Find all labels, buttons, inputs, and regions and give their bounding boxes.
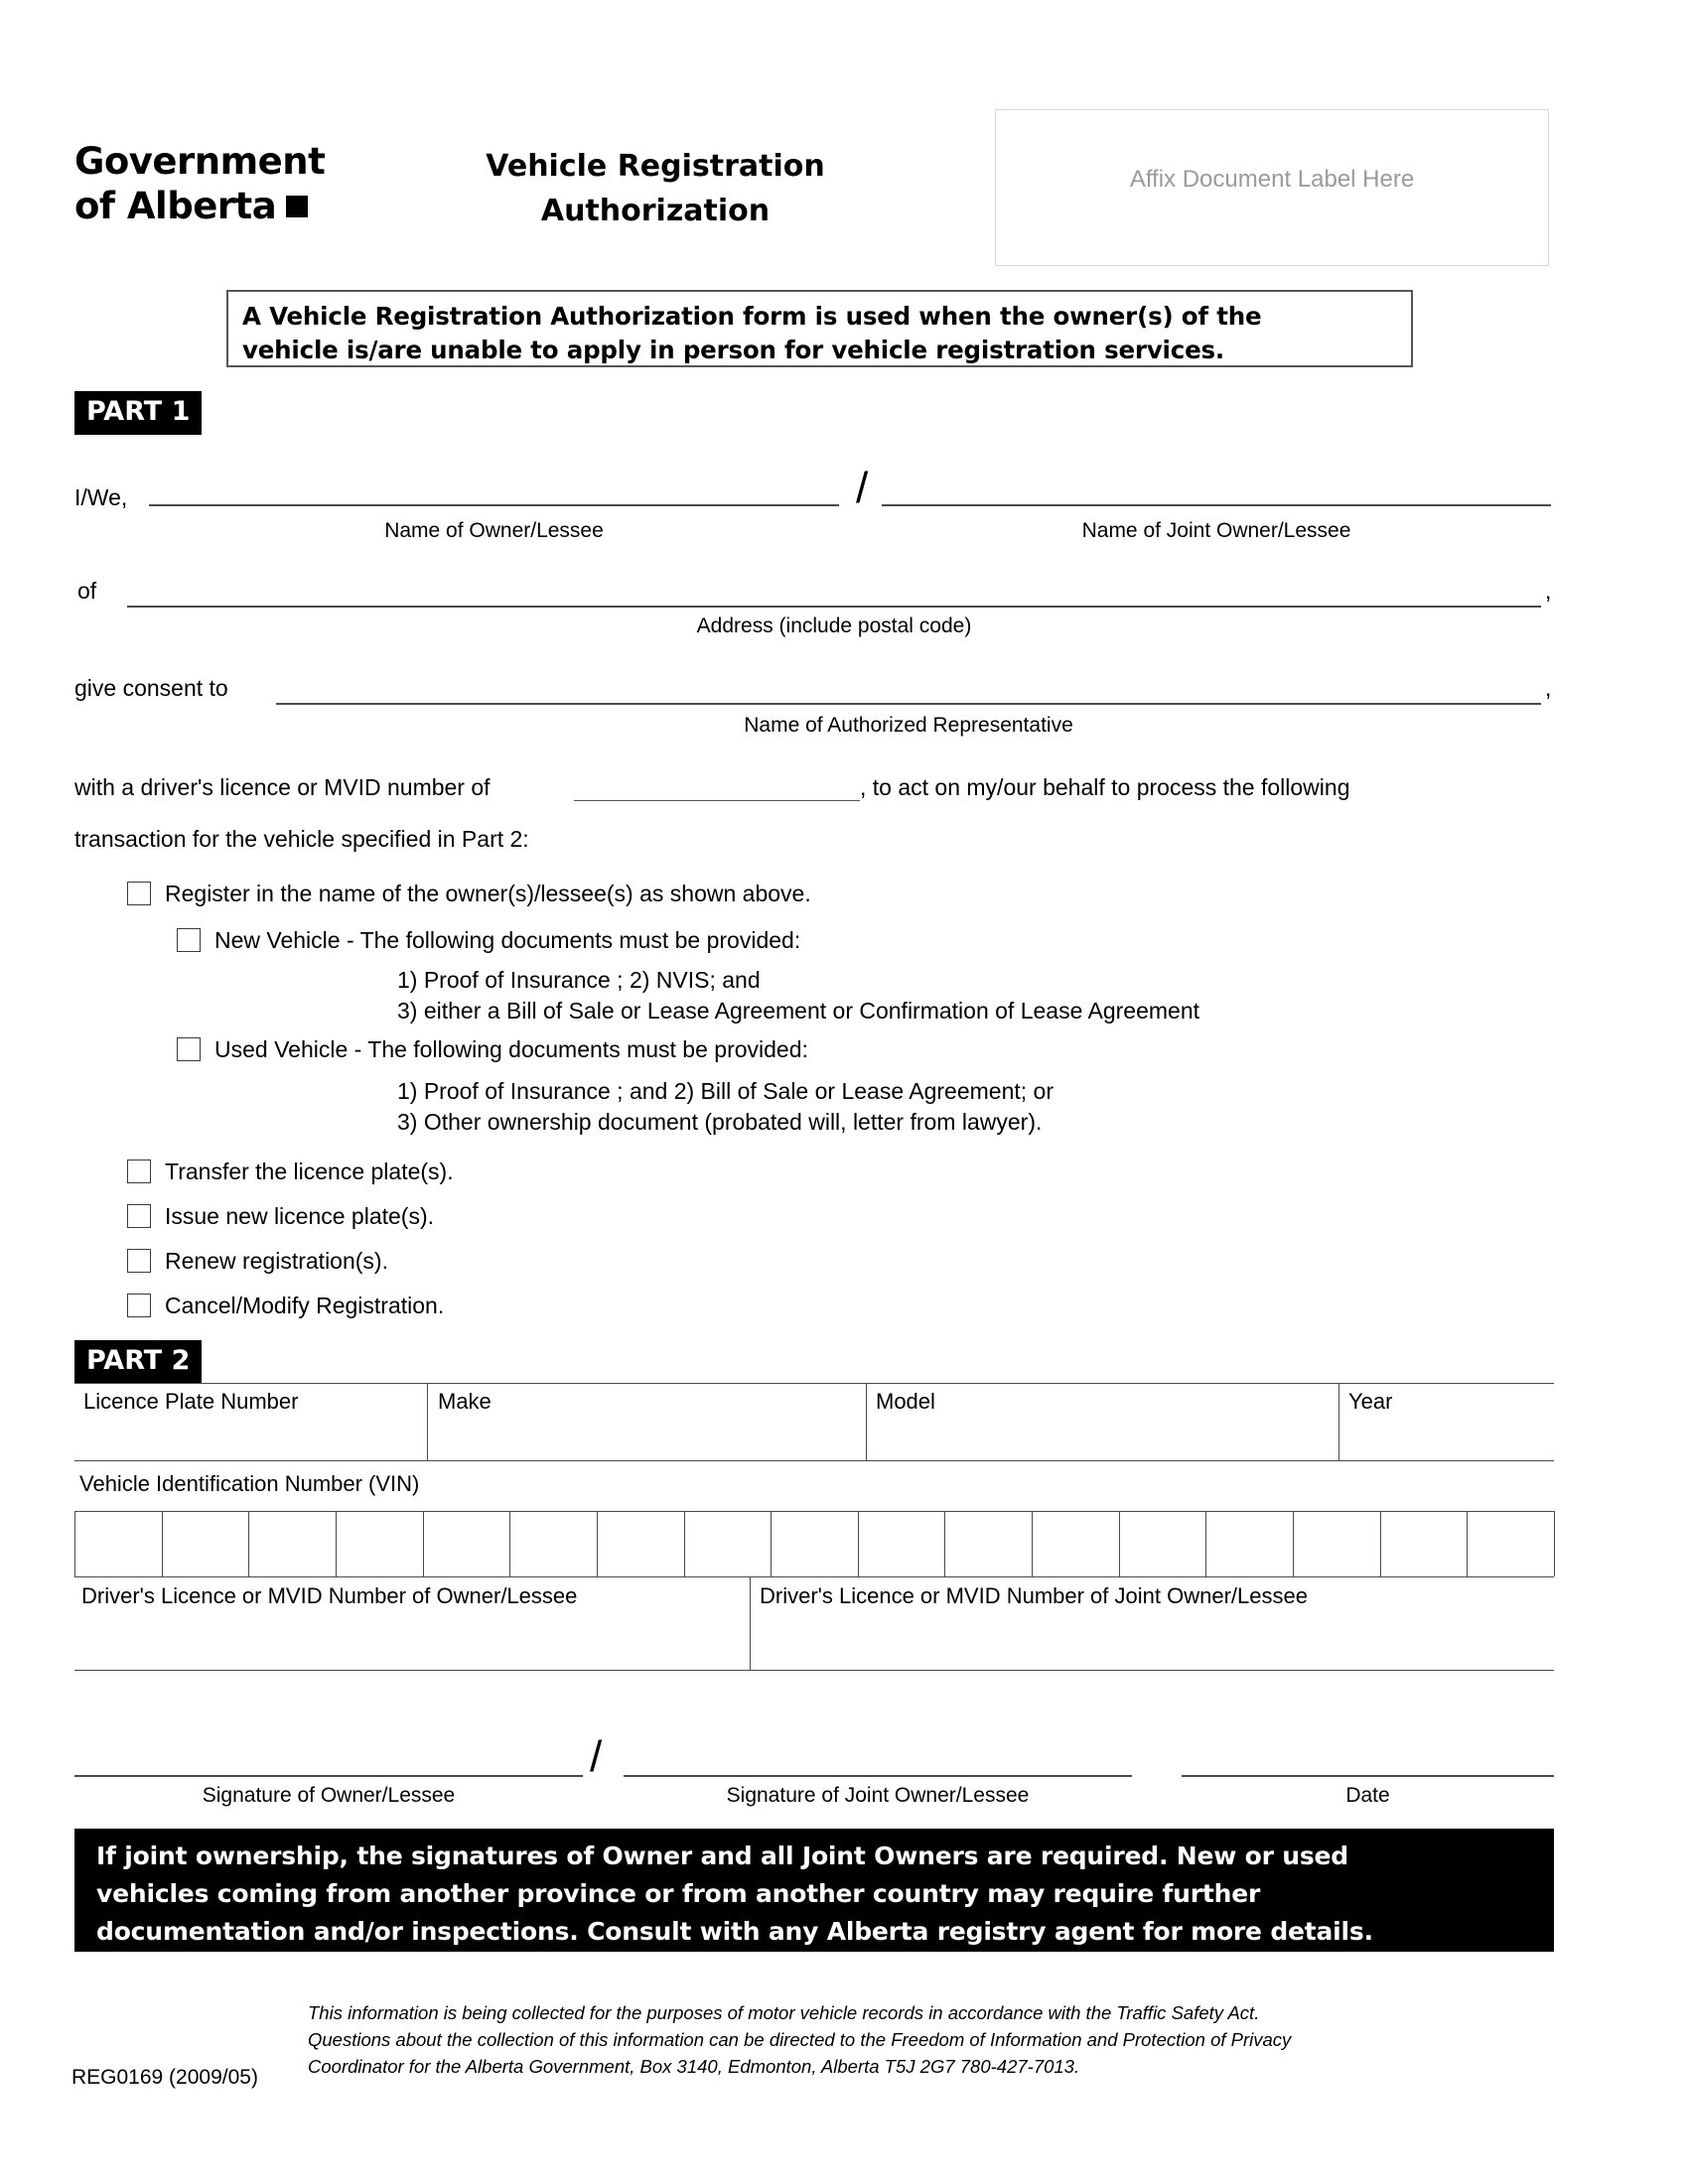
checkbox-cancel-modify[interactable] <box>127 1294 151 1317</box>
vehicle-table-divider-3 <box>1338 1383 1339 1460</box>
checkbox-row-issue-plate[interactable] <box>127 1201 434 1231</box>
checkbox-register[interactable] <box>127 882 151 905</box>
affix-document-label-box <box>995 109 1549 266</box>
licence-sentence-prefix: with a driver's licence or MVID number of <box>74 774 491 800</box>
representative-licence-input[interactable] <box>574 800 860 801</box>
vin-cell-divider[interactable] <box>858 1511 859 1576</box>
iwe-label: I/We, <box>74 484 128 510</box>
checkbox-row-used-vehicle[interactable] <box>177 1034 808 1064</box>
vehicle-table-divider-1 <box>427 1383 428 1460</box>
licence-owner-label: Driver's Licence or MVID Number of Owner/Lessee <box>81 1583 578 1608</box>
footer-legal-notice <box>308 1999 1420 2080</box>
checkbox-new-vehicle[interactable] <box>177 928 201 952</box>
government-of-alberta-logo <box>74 139 325 228</box>
address-caption: Address (include postal code) <box>696 614 972 637</box>
new-vehicle-doc-line2: 3) either a Bill of Sale or Lease Agreement or Confirmation of Lease Agreement <box>397 998 1200 1024</box>
vin-cell-divider[interactable] <box>1467 1511 1468 1576</box>
vehicle-table-divider-2 <box>866 1383 867 1460</box>
name-separator-slash: / <box>856 464 869 512</box>
vehicle-table-bottom-border <box>74 1460 1554 1461</box>
vin-cell-divider[interactable] <box>1032 1511 1033 1576</box>
vin-cell-divider[interactable] <box>684 1511 685 1576</box>
vin-cell-divider[interactable] <box>423 1511 424 1576</box>
licence-row-bottom-border <box>74 1670 1554 1671</box>
checkbox-renew-registration[interactable] <box>127 1249 151 1273</box>
authorized-representative-caption: Name of Authorized Representative <box>744 714 1073 737</box>
alberta-square-mark-icon <box>286 196 308 217</box>
address-trailing-comma: , <box>1545 578 1552 604</box>
part-2-badge: PART 2 <box>74 1340 202 1384</box>
footer-legal-line2: Questions about the collection of this information can be directed to the Freedom of Information and Protection of Privacy <box>308 2029 1292 2050</box>
vin-cell-divider[interactable] <box>509 1511 510 1576</box>
page-title <box>397 144 914 233</box>
affix-label-text: Affix Document Label Here <box>1129 166 1415 193</box>
intro-line2: vehicle is/are unable to apply in person for vehicle registration services. <box>242 336 1224 364</box>
used-vehicle-doc-line1: 1) Proof of Insurance ; and 2) Bill of Sale or Lease Agreement; or <box>397 1078 1054 1104</box>
name-owner-input[interactable] <box>149 504 839 506</box>
warning-line3: documentation and/or inspections. Consult with any Alberta registry agent for more details. <box>96 1917 1373 1946</box>
vin-cell-divider[interactable] <box>1205 1511 1206 1576</box>
consent-trailing-comma: , <box>1545 675 1552 701</box>
checkbox-used-vehicle-label: Used Vehicle - The following documents must be provided: <box>214 1036 808 1062</box>
vin-cell-divider[interactable] <box>74 1511 75 1576</box>
checkbox-issue-plate[interactable] <box>127 1204 151 1228</box>
vin-cell-divider[interactable] <box>771 1511 772 1576</box>
vin-grid-bottom-border <box>74 1576 1554 1577</box>
vin-cell-divider[interactable] <box>248 1511 249 1576</box>
new-vehicle-doc-line1: 1) Proof of Insurance ; 2) NVIS; and <box>397 967 761 993</box>
checkbox-issue-plate-label: Issue new licence plate(s). <box>165 1203 435 1229</box>
form-title-line1: Vehicle Registration <box>486 149 825 184</box>
checkbox-transfer-plate[interactable] <box>127 1160 151 1183</box>
checkbox-row-transfer-plate[interactable] <box>127 1157 454 1186</box>
signature-date-caption: Date <box>1345 1784 1390 1807</box>
vin-cell-divider[interactable] <box>944 1511 945 1576</box>
name-owner-caption: Name of Owner/Lessee <box>384 519 604 542</box>
column-header-make: Make <box>438 1389 492 1414</box>
intro-statement-box <box>226 290 1413 367</box>
warning-banner <box>74 1829 1554 1952</box>
authorized-representative-input[interactable] <box>276 703 1541 705</box>
vin-grid-top-border <box>74 1511 1554 1512</box>
checkbox-row-cancel-modify[interactable] <box>127 1291 444 1320</box>
vin-cell-divider[interactable] <box>1293 1511 1294 1576</box>
form-title-line2: Authorization <box>540 194 771 228</box>
signature-joint-owner-input[interactable] <box>624 1775 1132 1777</box>
column-header-year: Year <box>1348 1389 1393 1414</box>
used-vehicle-documents <box>397 1076 1054 1138</box>
vin-cell-divider[interactable] <box>1119 1511 1120 1576</box>
vin-cell-divider[interactable] <box>336 1511 337 1576</box>
licence-row-divider <box>750 1576 751 1670</box>
checkbox-used-vehicle[interactable] <box>177 1037 201 1061</box>
new-vehicle-documents <box>397 965 1199 1026</box>
vehicle-table-top-border <box>74 1383 1554 1384</box>
transaction-sentence: transaction for the vehicle specified in Part 2: <box>74 826 529 852</box>
checkbox-row-new-vehicle[interactable] <box>177 925 800 955</box>
vin-cell-divider[interactable] <box>1554 1511 1555 1576</box>
warning-line2: vehicles coming from another province or from another country may require further <box>96 1879 1261 1908</box>
checkbox-cancel-modify-label: Cancel/Modify Registration. <box>165 1293 445 1318</box>
checkbox-transfer-plate-label: Transfer the licence plate(s). <box>165 1159 454 1184</box>
signature-date-input[interactable] <box>1182 1775 1554 1777</box>
column-header-licence-plate: Licence Plate Number <box>83 1389 299 1414</box>
signature-owner-caption: Signature of Owner/Lessee <box>202 1784 456 1807</box>
name-joint-owner-caption: Name of Joint Owner/Lessee <box>1081 519 1351 542</box>
licence-joint-owner-label: Driver's Licence or MVID Number of Joint Owner/Lessee <box>760 1583 1308 1608</box>
footer-legal-line3: Coordinator for the Alberta Government, Box 3140, Edmonton, Alberta T5J 2G7 780-427-7013. <box>308 2056 1080 2077</box>
vin-cell-divider[interactable] <box>1380 1511 1381 1576</box>
checkbox-renew-registration-label: Renew registration(s). <box>165 1248 388 1274</box>
intro-line1: A Vehicle Registration Authorization form is used when the owner(s) of the <box>242 302 1262 331</box>
signature-joint-owner-caption: Signature of Joint Owner/Lessee <box>726 1784 1030 1807</box>
licence-sentence-suffix: , to act on my/our behalf to process the following <box>860 774 1350 800</box>
footer-legal-line1: This information is being collected for the purposes of motor vehicle records in accordance with the Traffic Safety Act. <box>308 2002 1260 2023</box>
warning-line1: If joint ownership, the signatures of Owner and all Joint Owners are required. New or used <box>96 1842 1348 1870</box>
column-header-model: Model <box>876 1389 935 1414</box>
form-code: REG0169 (2009/05) <box>71 2066 258 2089</box>
of-label: of <box>77 578 97 604</box>
signature-owner-input[interactable] <box>74 1775 583 1777</box>
checkbox-row-renew-registration[interactable] <box>127 1246 388 1276</box>
give-consent-label: give consent to <box>74 675 228 701</box>
checkbox-new-vehicle-label: New Vehicle - The following documents must be provided: <box>214 927 801 953</box>
used-vehicle-doc-line2: 3) Other ownership document (probated will, letter from lawyer). <box>397 1109 1043 1135</box>
vin-cell-divider[interactable] <box>597 1511 598 1576</box>
form-header <box>0 0 1688 288</box>
vin-label: Vehicle Identification Number (VIN) <box>79 1471 420 1496</box>
name-joint-owner-input[interactable] <box>882 504 1551 506</box>
gov-logo-line2: of Alberta <box>74 185 277 227</box>
signature-separator-slash: / <box>590 1732 603 1781</box>
part-1-badge: PART 1 <box>74 391 202 435</box>
gov-logo-line1: Government <box>74 140 326 183</box>
checkbox-row-register[interactable] <box>127 879 811 908</box>
address-input[interactable] <box>127 606 1541 608</box>
checkbox-register-label: Register in the name of the owner(s)/lessee(s) as shown above. <box>165 881 811 906</box>
vin-cell-divider[interactable] <box>162 1511 163 1576</box>
